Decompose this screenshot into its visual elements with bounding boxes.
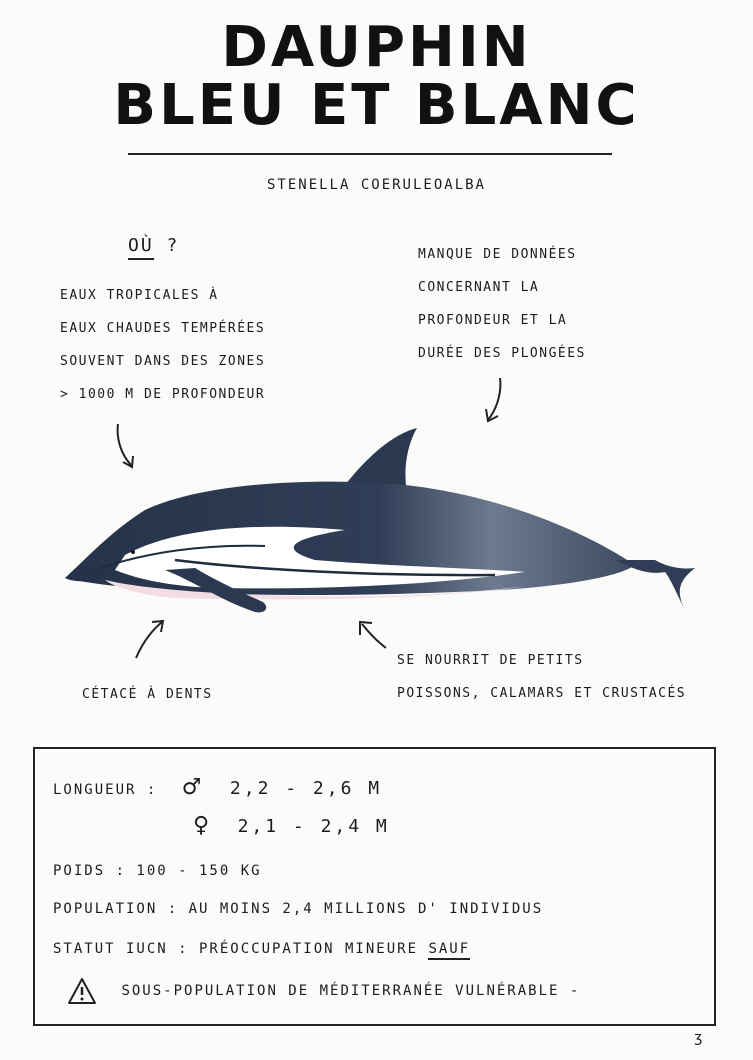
length-label: LONGUEUR : [53,782,158,798]
female-length: 2,1 - 2,4 M [237,816,390,837]
weight-row: POIDS : 100 - 150 KG [53,863,262,879]
female-length-row [193,813,390,838]
habitat-line: > 1000 M DE PROFONDEUR [60,387,266,402]
latin-name: STENELLA COERULEOALBA [266,177,486,193]
diving-line: MANQUE DE DONNÉES [418,247,577,262]
facts-box [33,747,716,1026]
diet-note [397,644,686,710]
where-heading-word: OÙ [128,235,154,260]
title-underline [128,153,612,155]
where-question-mark: ? [166,235,180,256]
habitat-line: EAUX CHAUDES TEMPÉRÉES [60,321,266,336]
diet-line: POISSONS, CALAMARS ET CRUSTACÉS [397,686,687,701]
habitat-line: SOUVENT DANS DES ZONES [60,354,266,369]
diet-line: SE NOURRIT DE PETITS [397,653,584,668]
warning-text: SOUS-POPULATION DE MÉDITERRANÉE VULNÉRABLE - [121,983,581,999]
population-row: POPULATION : AU MOINS 2,4 MILLIONS D' INDIVIDUS [53,901,544,917]
diving-arrow-icon [478,374,518,426]
teeth-note: CÉTACÉ À DENTS [82,687,213,702]
diving-note [418,238,586,370]
warning-row [67,977,580,1005]
habitat-note [60,279,265,411]
artist-signature: ʒ [694,1030,703,1046]
iucn-sauf: SAUF [428,941,470,960]
diving-line: PROFONDEUR ET LA [418,313,568,328]
title-line-2: BLEU ET BLANC [113,73,640,138]
male-icon: ♂ [181,775,204,800]
dolphin-illustration [55,420,700,630]
iucn-row [53,941,470,957]
iucn-label: STATUT IUCN : PRÉOCCUPATION MINEURE [53,941,419,957]
female-icon: ♀ [193,813,212,838]
warning-icon [67,977,97,1005]
diving-line: CONCERNANT LA [418,280,540,295]
diving-line: DURÉE DES PLONGÉES [418,346,586,361]
length-row [53,775,382,800]
title-line-1: DAUPHIN [221,15,532,80]
where-heading [128,235,179,256]
habitat-line: EAUX TROPICALES À [60,288,219,303]
male-length: 2,2 - 2,6 M [229,778,383,799]
